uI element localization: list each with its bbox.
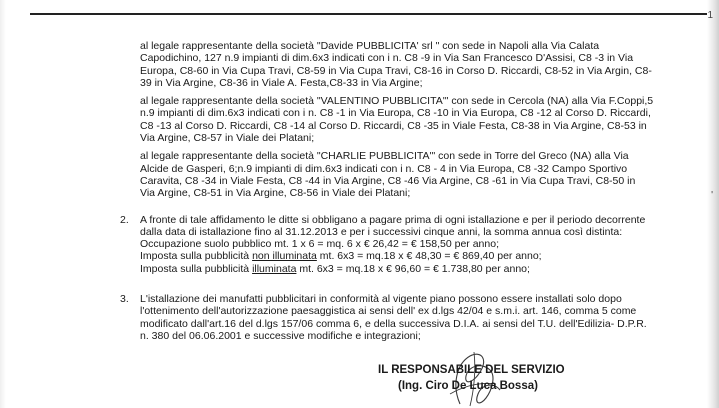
text-line: Alcide de Gasperi, 6;n.9 impianti di dim.6x3 indicati con i n. C8 - 4 in Via Europa, C8 -32 Campo Sportivo (140, 162, 628, 175)
text-line: Via Argine, C8-51 in Via Argine, C8-56 in Viale dei Platani; (140, 187, 411, 200)
signatory-name: (Ing. Ciro De Luca Bossa) (398, 380, 538, 392)
item-number: 2. (120, 213, 129, 226)
text-line: Capodichino, 127 n.9 impianti di dim.6x3 indicati con i n. C8 -9 in Via San Francesco D'Assisi, C8 -3 in Via (140, 52, 634, 65)
paragraph-valentino (140, 95, 680, 144)
text-line: 39 in Via Argine, C8-36 in Viale A. Festa,C8-33 in Via Argine; (140, 76, 423, 89)
edge-mark-2: ' (711, 190, 713, 201)
text-fragment: mt. 6x3 = mq.18 x € 96,60 = € 1.738,80 per anno; (296, 262, 530, 275)
top-rule (30, 13, 719, 15)
text-line: dalla data di istallazione fino al 31.12.2013 e per i successivi cinque anni, la somma annua così distinta: (140, 225, 623, 238)
underlined-term: illuminata (252, 262, 297, 275)
text-line: modificato dall'art.16 del d.lgs 157/06 comma 6, e della successiva D.I.A. ai sensi del T.U. dell'Edilizia- D.P.R. (140, 317, 647, 330)
text-line: al legale rappresentante della società "VALENTINO PUBBLICITA'" con sede in Cercola (NA) alla Via F.Coppi,5 (140, 95, 654, 108)
text-line: al legale rappresentante della società "CHARLIE PUBBLICITA'" con sede in Torre del Greco (NA) alla Via (140, 150, 629, 163)
text-fragment: mt. 6x3 = mq.18 x € 48,30 = € 869,40 per anno; (316, 250, 542, 263)
item-number: 3. (120, 293, 129, 306)
edge-mark-1: 1 (707, 10, 713, 21)
text-line (140, 263, 680, 275)
text-line: n. 380 del 06.06.2001 e successive modifiche e integrazioni; (140, 329, 421, 342)
text-line: al legale rappresentante della società "Davide PUBBLICITA' srl " con sede in Napoli alla Via Calata (140, 40, 600, 52)
text-line: Occupazione suolo pubblico mt. 1 x 6 = mq. 6 x € 26,42 = € 158,50 per anno; (140, 238, 499, 251)
list-item-3 (120, 293, 680, 342)
text-line: Europa, C8-60 in Via Cupa Travi, C8-59 in Via Cupa Travi, C8-16 in Corso D. Riccardi, C8-52 in Via Argin, C8- (140, 64, 652, 77)
text-line: L'istallazione dei manufatti pubblicitari in conformità al vigente piano possono essere installati solo dopo (140, 293, 622, 306)
document-body (120, 40, 680, 348)
list-item-2 (120, 214, 680, 275)
paragraph-davide (140, 40, 680, 89)
text-line: A fronte di tale affidamento le ditte si obbligano a pagare prima di ogni istallazione e per il periodo decorrente (140, 213, 646, 226)
paragraph-charlie (140, 150, 680, 199)
underlined-term: non illuminata (252, 250, 317, 263)
text-line (140, 250, 680, 262)
text-line: Via Argine, C8-57 in Viale dei Platani; (140, 132, 315, 145)
scan-right-edge (707, 0, 719, 408)
text-fragment: Imposta sulla pubblicità (140, 262, 253, 275)
scan-left-edge (0, 0, 6, 408)
text-line: n.9 impianti di dim.6x3 indicati con i n. C8 -1 in Via Europa, C8 -10 in Via Europa, C8 -12 al Corso D. Riccardi, (140, 107, 651, 120)
signature-block (378, 362, 565, 394)
text-line: C8 -13 al Corso D. Riccardi, C8 -14 al Corso D. Riccardi, C8 -35 in Viale Festa, C8-38 in Via Argine, C8-53 in (140, 119, 647, 132)
text-line: l'ottenimento dell'autorizzazione paesaggistica ai sensi dell' ex d.lgs 42/04 e s.m.i. art. 146, comma 5 come (140, 305, 637, 318)
text-line: Caravita, C8 -34 in Viale Festa, C8 -44 in Via Argine, C8 -46 Via Argine, C8 -61 in Via Cupa Travi, C8-50 in (140, 174, 636, 187)
text-fragment: Imposta sulla pubblicità (140, 250, 253, 263)
signatory-title: IL RESPONSABILE DEL SERVIZIO (378, 364, 565, 376)
